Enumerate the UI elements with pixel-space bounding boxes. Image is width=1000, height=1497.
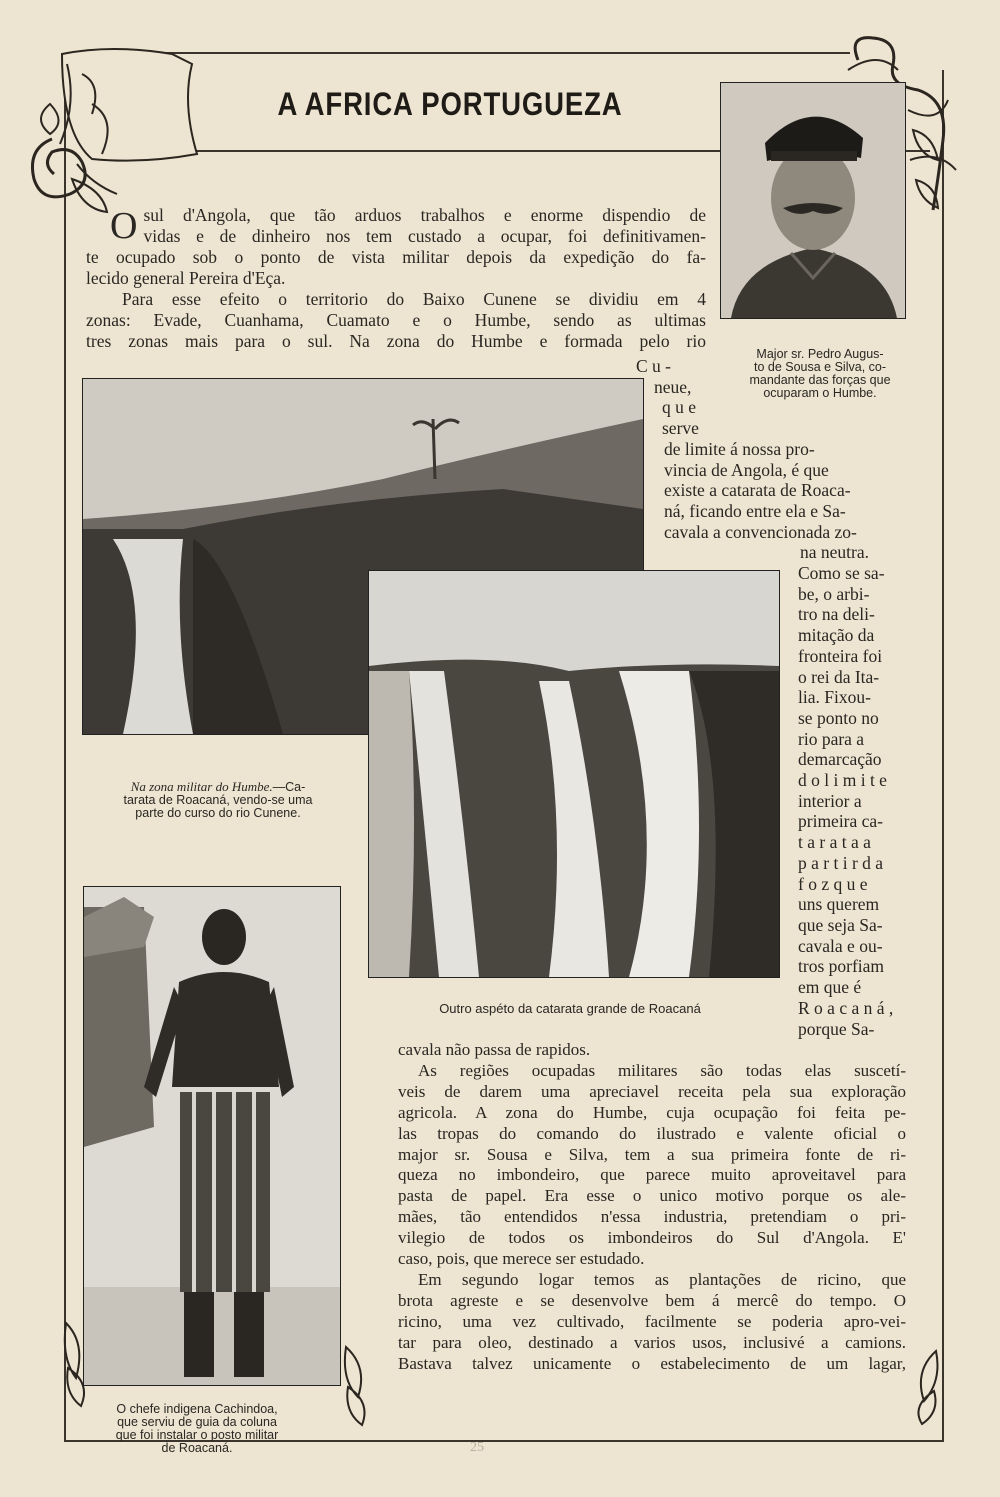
- text-line: major sr. Sousa e Silva, tem a sua primeira fonte de ri-: [398, 1144, 906, 1164]
- caption-italic: Na zona militar do Humbe.: [130, 779, 273, 794]
- text-line: em que é: [798, 977, 862, 998]
- text-line: Em segundo logar temos as plantações de ricino, que: [418, 1269, 906, 1289]
- text-line: vilegio de todos os imbondeiros do Sul d'Angola. E': [398, 1228, 906, 1248]
- text-line: ricino, uma vez cultivado, facilmente se poderia apro-vei-: [398, 1311, 906, 1331]
- text-line: tros porfiam: [798, 956, 885, 977]
- text-line: zonas: Evade, Cuanhama, Cuamato e o Humbe, sendo as ultimas: [86, 310, 706, 330]
- caption-line: de Roacaná.: [161, 1441, 233, 1455]
- scroll-ornament-top-left-icon: [22, 44, 222, 214]
- text-line: cavala não passa de rapidos.: [398, 1040, 591, 1059]
- text-line: queza no imbondeiro, que parece muito aproveitavel para: [398, 1165, 906, 1185]
- text-line: vincia de Angola, é que: [664, 459, 829, 480]
- text-line: interior a: [798, 790, 862, 811]
- caption-text: —Ca-: [272, 780, 306, 794]
- text-line: Para esse efeito o territorio do Baixo Cunene se dividiu em 4: [122, 289, 706, 309]
- page-title: A AFRICA PORTUGUEZA: [277, 86, 623, 122]
- text-line: vidas e de dinheiro nos tem custado a ocupar, foi definitivamen-: [143, 226, 706, 246]
- text-line: porque Sa-: [798, 1018, 875, 1039]
- text-line: Bastava talvez unicamente o estabelecimento de um lagar,: [398, 1353, 906, 1373]
- text-line: las tropas do comando do ilustrado e valente oficial o: [398, 1123, 906, 1143]
- text-line: cavala e ou-: [798, 935, 883, 956]
- falls-photo-2-caption: Outro aspéto da catarata grande de Roacaná: [439, 1001, 701, 1016]
- text-line: q u e: [662, 397, 697, 418]
- caption-line: ocuparam o Humbe.: [763, 386, 877, 400]
- text-line: primeira ca-: [798, 811, 884, 832]
- caption-line: que serviu de guia da coluna: [117, 1415, 277, 1429]
- chief-photo: [83, 886, 341, 1386]
- text-line: mitação da: [798, 625, 875, 646]
- caption-line: O chefe indigena Cachindoa,: [116, 1402, 278, 1416]
- text-line: lia. Fixou-: [798, 687, 871, 708]
- text-line: p a r t i r d a: [798, 852, 884, 873]
- bottom-paragraphs: [398, 1040, 906, 1375]
- text-line: serve: [662, 418, 699, 439]
- text-line: pasta de papel. Era esse o unico motivo porque os ale-: [398, 1186, 906, 1206]
- text-line: tres zonas mais para o sul. Na zona do Humbe e formada pelo rio: [86, 331, 706, 351]
- text-line: mães, tão entendidos n'essa industria, pretendiam o pri-: [398, 1207, 906, 1227]
- falls-photo-2: [368, 570, 780, 978]
- text-line: cavala a convencionada zo-: [664, 521, 857, 542]
- falls-photo-1-caption: [98, 780, 338, 820]
- text-line: fronteira foi: [798, 645, 883, 666]
- text-line: As regiões ocupadas militares são todas elas suscetí-: [418, 1060, 906, 1080]
- intro-paragraph: [86, 205, 706, 352]
- text-line: R o a c a n á ,: [798, 997, 894, 1018]
- text-line: o rei da Ita-: [798, 666, 880, 687]
- portrait-photo: [720, 82, 906, 319]
- text-line: f o z q u e: [798, 873, 868, 894]
- text-line: caso, pois, que merece ser estudado.: [398, 1249, 645, 1269]
- text-line: sul d'Angola, que tão arduos trabalhos e enorme dispendio de: [143, 205, 706, 225]
- caption-line: Major sr. Pedro Augus-: [756, 347, 884, 361]
- text-line: tro na deli-: [798, 604, 875, 625]
- text-line: neue,: [654, 376, 692, 397]
- text-line: C u -: [636, 356, 671, 376]
- caption-line: que foi instalar o posto militar: [115, 1428, 279, 1442]
- caption-line: [98, 780, 338, 794]
- title-overline: [140, 52, 850, 54]
- text-line: d o l i m i t e: [798, 770, 887, 791]
- dropcap: O: [110, 205, 138, 247]
- text-line: agricola. A zona do Humbe, cuja ocupação foi feita pe-: [398, 1102, 906, 1122]
- text-line: de limite á nossa pro-: [664, 438, 815, 459]
- caption-line: mandante das forças que: [749, 373, 891, 387]
- text-line: que seja Sa-: [798, 914, 883, 935]
- text-line: tar para oleo, destinado a varios usos, inclusivé a camions.: [398, 1332, 906, 1352]
- caption-line: tarata de Roacaná, vendo-se uma: [123, 793, 313, 807]
- text-line: be, o arbi-: [798, 583, 870, 604]
- caption-line: parte do curso do rio Cunene.: [135, 806, 301, 820]
- text-line: te ocupado sob o ponto de vista militar depois da expedição do fa-: [86, 247, 706, 267]
- text-line: brota agreste e se desenvolve bem á mercê do tempo. O: [398, 1290, 906, 1310]
- text-line: Como se sa-: [798, 563, 885, 584]
- text-line: na neutra.: [800, 542, 869, 563]
- leaf-ornament-bottom-right-icon: [906, 1346, 948, 1426]
- page-number: 25: [470, 1440, 484, 1455]
- text-line: ná, ficando entre ela e Sa-: [664, 500, 846, 521]
- text-line: veis de darem uma apreciavel receita pela sua exploração: [398, 1081, 906, 1101]
- text-line: uns querem: [798, 894, 880, 915]
- text-line: t a r a t a a: [798, 832, 871, 853]
- text-line: lecido general Pereira d'Eça.: [86, 268, 286, 288]
- text-line: rio para a: [798, 728, 865, 749]
- text-line: se ponto no: [798, 707, 879, 728]
- text-line: demarcação: [798, 749, 882, 770]
- caption-line: to de Sousa e Silva, co-: [753, 360, 887, 374]
- leaf-ornament-bottom-mid-icon: [336, 1342, 376, 1427]
- chief-photo-caption: [66, 1403, 328, 1455]
- text-line: existe a catarata de Roaca-: [664, 480, 851, 501]
